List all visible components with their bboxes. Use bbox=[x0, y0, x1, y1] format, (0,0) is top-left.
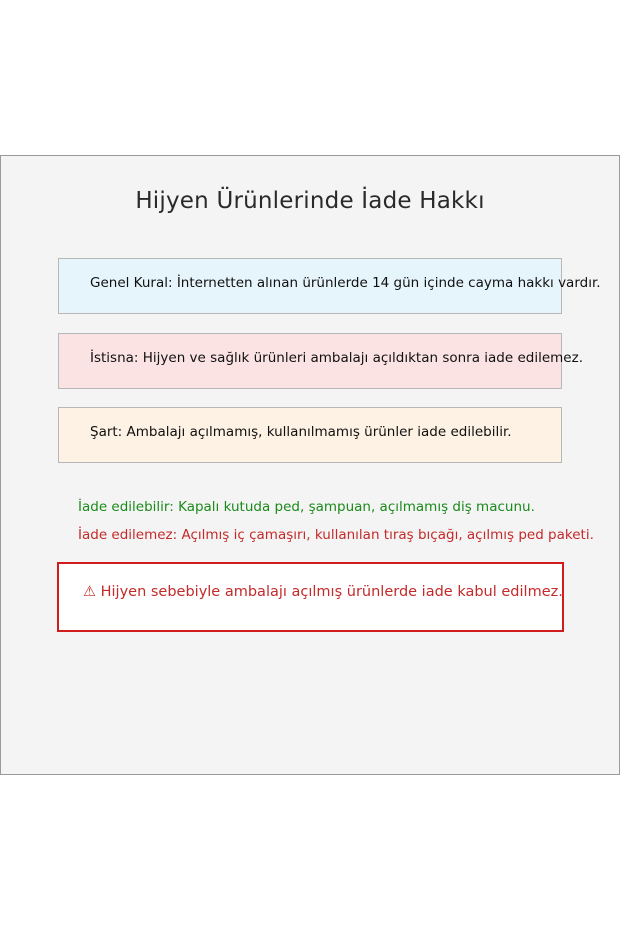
general-rule-text: Genel Kural: İnternetten alınan ürünlerde 14 gün içinde cayma hakkı vardır. bbox=[90, 275, 601, 291]
returnable-examples: İade edilebilir: Kapalı kutuda ped, şampuan, açılmamış diş macunu. bbox=[78, 499, 535, 515]
warning-box bbox=[57, 562, 564, 632]
info-panel bbox=[0, 155, 620, 775]
general-rule-box bbox=[58, 258, 601, 314]
condition-text: Şart: Ambalajı açılmamış, kullanılmamış ürünler iade edilebilir. bbox=[90, 424, 512, 440]
page-title: Hijyen Ürünlerinde İade Hakkı bbox=[135, 188, 485, 214]
condition-box bbox=[58, 407, 562, 463]
non-returnable-examples: İade edilemez: Açılmış iç çamaşırı, kullanılan tıraş bıçağı, açılmış ped paketi. bbox=[78, 527, 594, 543]
warning-text: ⚠ Hijyen sebebiyle ambalajı açılmış ürünlerde iade kabul edilmez. bbox=[83, 584, 563, 600]
exception-box bbox=[58, 333, 583, 389]
exception-text: İstisna: Hijyen ve sağlık ürünleri ambalajı açıldıktan sonra iade edilemez. bbox=[90, 350, 583, 366]
